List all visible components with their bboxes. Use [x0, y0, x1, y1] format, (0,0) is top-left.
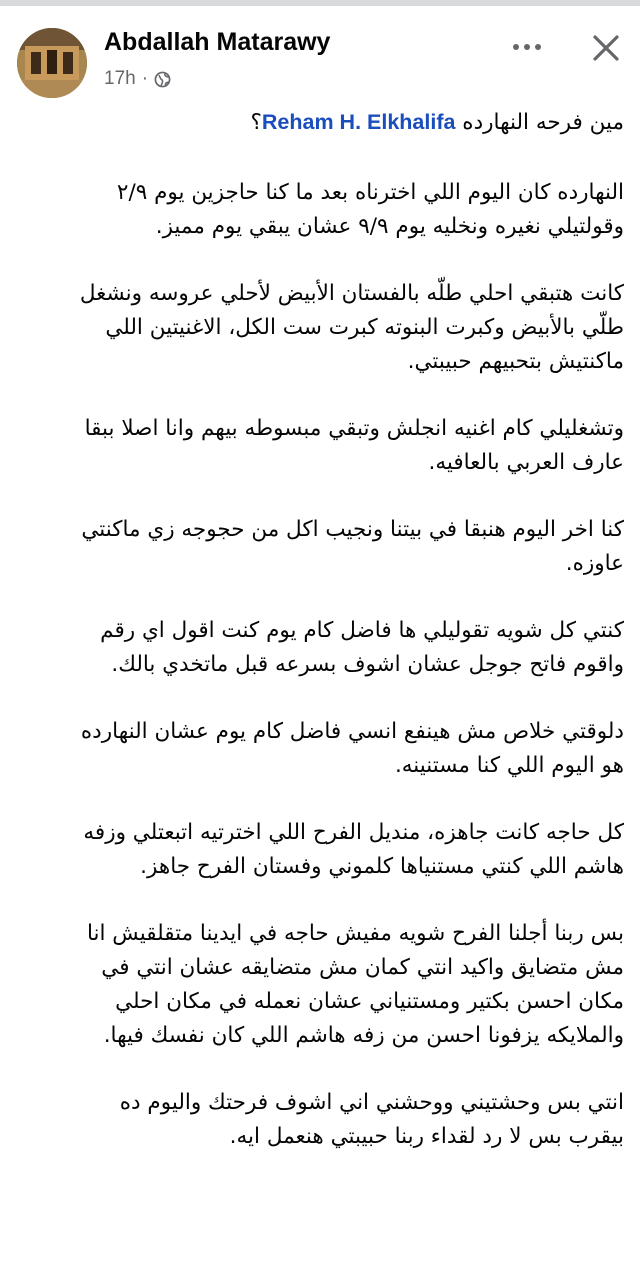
post-paragraph	[20, 412, 624, 480]
post-line: عارف العربي بالعافيه.	[428, 450, 624, 475]
post-line: طلّي بالأبيض وكبرت البنوته كبرت ست الكل، الاغنيتين اللي	[105, 315, 624, 340]
first-line-text: مين فرحه النهارده	[455, 110, 624, 135]
post-paragraph	[20, 715, 624, 783]
post-line: مش متضايق واكيد انتي كمان مش متضايقه عشان انتي في	[101, 955, 624, 980]
post-paragraph	[20, 1086, 624, 1154]
post-line: واقوم فاتح جوجل عشان اشوف بسرعه قبل ماتخدي بالك.	[111, 652, 624, 677]
avatar[interactable]	[17, 28, 87, 98]
post-first-line	[20, 105, 624, 140]
post-meta	[104, 68, 171, 90]
post-header	[0, 6, 640, 102]
first-line-punct: ؟	[250, 110, 262, 135]
post-paragraph	[20, 513, 624, 581]
post-line: كانت هتبقي احلي طلّه بالفستان الأبيض لأحلي عروسه ونشغل	[79, 281, 624, 306]
post-line: ماكنتيش بتحبيهم حبيبتي.	[407, 349, 624, 374]
globe-icon[interactable]	[154, 71, 171, 88]
post-body	[20, 105, 624, 1187]
meta-separator: ·	[141, 68, 149, 89]
post-paragraph	[20, 917, 624, 1053]
post-line: انتي بس وحشتيني ووحشني اني اشوف فرحتك واليوم ده	[119, 1090, 624, 1115]
post-line: كنا اخر اليوم هنبقا في بيتنا ونجيب اكل من حجوجه زي ماكنتي	[81, 517, 624, 542]
post-paragraph	[20, 277, 624, 379]
post-line: وقولتيلي نغيره ونخليه يوم ٩/٩ عشان يبقي يوم مميز.	[155, 214, 624, 239]
post-line: دلوقتي خلاص مش هينفع انسي فاضل كام يوم عشان النهارده	[80, 719, 624, 744]
post-line: كنتي كل شويه تقوليلي ها فاضل كام يوم كنت اقول اي رقم	[100, 618, 624, 643]
close-icon	[588, 51, 624, 70]
mention-link[interactable]: Reham H. Elkhalifa	[261, 110, 456, 134]
post-line: عاوزه.	[565, 551, 624, 576]
post-paragraph	[20, 614, 624, 682]
post-line: والملايكه يزفونا احسن من زفه هاشم اللي كان نفسك فيها.	[103, 1023, 624, 1048]
post-line: وتشغليلي كام اغنيه انجلش وتبقي مبسوطه بيهم وانا اصلا ببقا	[84, 416, 624, 441]
post-paragraph	[20, 816, 624, 884]
post-timestamp[interactable]: 17h	[104, 68, 136, 89]
more-horizontal-icon	[507, 47, 547, 66]
post-line: هو اليوم اللي كنا مستنينه.	[394, 753, 624, 778]
post-line: بس ربنا أجلنا الفرح شويه مفيش حاجه في ايدينا متقلقيش انا	[86, 921, 624, 946]
post-line: مكان احسن بكتير ومستنياني عشان نعمله في مكان احلي	[115, 989, 624, 1014]
post-line: بيقرب بس لا رد لقداء ربنا حبيبتي هنعمل ايه.	[229, 1124, 624, 1149]
post-line: كل حاجه كانت جاهزه، منديل الفرح اللي اخترتيه اتبعتلي وزفه	[83, 820, 624, 845]
author-name[interactable]: Abdallah Matarawy	[104, 28, 331, 56]
post-line: النهارده كان اليوم اللي اخترناه بعد ما كنا حاجزين يوم ٢/٩	[116, 180, 624, 205]
post-paragraph	[20, 176, 624, 244]
close-button[interactable]	[588, 30, 624, 66]
post-line: هاشم اللي كنتي مستنياها كلموني وفستان الفرح جاهز.	[140, 854, 624, 879]
avatar-image	[17, 28, 87, 98]
more-options-button[interactable]	[507, 32, 547, 62]
